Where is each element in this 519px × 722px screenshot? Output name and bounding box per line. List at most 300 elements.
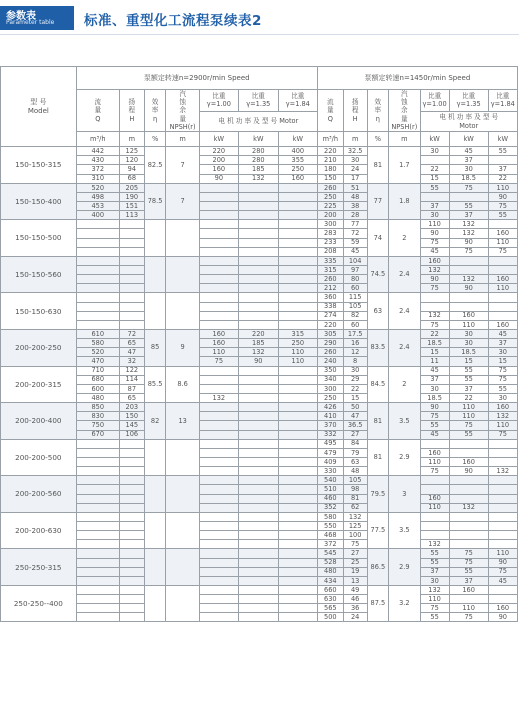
motor-kw-cell-b	[449, 512, 488, 521]
motor-kw-cell	[199, 512, 238, 521]
motor-kw-cell-b: 75	[420, 320, 449, 329]
head-cell-b: 46	[343, 595, 367, 604]
motor-kw-cell-b: 55	[488, 147, 517, 156]
motor-kw-cell-b	[449, 192, 488, 201]
head-cell-b: 45	[343, 247, 367, 256]
motor-kw-cell	[199, 457, 238, 466]
table-row	[1, 503, 518, 512]
table-row	[1, 183, 518, 192]
motor-kw-cell-b	[488, 494, 517, 503]
table-row	[1, 348, 518, 357]
motor-kw-cell	[278, 275, 317, 284]
motor-kw-cell-b: 55	[420, 613, 449, 622]
motor-kw-cell-b: 45	[488, 576, 517, 585]
head-cell	[119, 503, 144, 512]
motor-kw-cell	[199, 256, 238, 265]
motor-kw-cell-b: 55	[488, 211, 517, 220]
motor-kw-cell: 400	[278, 147, 317, 156]
motor-kw-cell	[199, 375, 238, 384]
table-row	[1, 384, 518, 393]
motor-kw-cell	[199, 293, 238, 302]
motor-kw-cell-b: 30	[420, 576, 449, 585]
head-cell-b: 105	[343, 476, 367, 485]
model-cell: 200-200-630	[1, 512, 77, 549]
motor-kw-cell	[278, 549, 317, 558]
motor-kw-cell-b: 45	[420, 430, 449, 439]
motor-kw-cell-b: 110	[449, 320, 488, 329]
motor-kw-cell	[278, 421, 317, 430]
head-cell-b: 60	[343, 284, 367, 293]
motor-kw-cell-b	[420, 302, 449, 311]
motor-kw-cell	[199, 567, 238, 576]
table-row	[1, 174, 518, 183]
motor-kw-cell	[238, 503, 278, 512]
flow-cell-b: 434	[317, 576, 343, 585]
motor-kw-cell-b: 18.5	[420, 339, 449, 348]
head-cell-b: 82	[343, 311, 367, 320]
model-cell: 250-250--400	[1, 585, 77, 622]
table-row	[1, 585, 518, 594]
motor-kw-cell: 160	[199, 329, 238, 338]
head-cell-b: 75	[343, 540, 367, 549]
npsh-cell	[166, 256, 200, 293]
flow-cell-b: 260	[317, 348, 343, 357]
head-cell	[119, 256, 144, 265]
head-cell-b: 63	[343, 457, 367, 466]
motor-kw-cell	[278, 412, 317, 421]
motor-kw-cell-b: 75	[488, 567, 517, 576]
motor-kw-cell	[199, 275, 238, 284]
motor-kw-cell-b: 132	[488, 412, 517, 421]
motor-kw-cell-b	[449, 266, 488, 275]
motor-kw-cell-b: 90	[449, 238, 488, 247]
head-cell	[119, 311, 144, 320]
head-cell-b: 16	[343, 339, 367, 348]
flow-cell-b: 220	[317, 320, 343, 329]
motor-kw-cell-b: 75	[449, 549, 488, 558]
motor-kw-cell: 110	[199, 348, 238, 357]
flow-cell-b: 479	[317, 448, 343, 457]
motor-kw-cell-b: 90	[420, 403, 449, 412]
motor-kw-cell	[278, 430, 317, 439]
head-cell-b: 24	[343, 613, 367, 622]
motor-kw-cell	[278, 302, 317, 311]
motor-kw-cell-b	[488, 439, 517, 448]
model-cell: 200-200-400	[1, 403, 77, 440]
motor-kw-cell	[199, 211, 238, 220]
flow-cell-b: 260	[317, 183, 343, 192]
table-row	[1, 476, 518, 485]
motor-kw-cell-b: 110	[420, 457, 449, 466]
head-cell-b: 47	[343, 412, 367, 421]
motor-kw-cell-b: 160	[488, 403, 517, 412]
table-row	[1, 375, 518, 384]
motor-kw-cell-b	[449, 476, 488, 485]
motor-kw-cell-b: 55	[449, 202, 488, 211]
motor-kw-cell-b: 18.5	[420, 393, 449, 402]
motor-kw-cell-b: 90	[420, 229, 449, 238]
head-cell	[119, 521, 144, 530]
motor-kw-cell-b: 37	[449, 156, 488, 165]
pump-parameter-table	[0, 66, 518, 622]
motor-kw-cell	[278, 238, 317, 247]
flow-cell-b: 335	[317, 256, 343, 265]
motor-kw-cell-b: 132	[420, 266, 449, 275]
motor-kw-cell	[278, 211, 317, 220]
motor-kw-cell	[278, 567, 317, 576]
efficiency-cell-b: 83.5	[367, 329, 389, 366]
unit-npsh: m	[166, 132, 200, 147]
motor-kw-cell	[238, 595, 278, 604]
head-cell: 32	[119, 357, 144, 366]
motor-kw-cell-b: 160	[449, 311, 488, 320]
head-cell-b: 84	[343, 439, 367, 448]
motor-kw-cell	[199, 595, 238, 604]
head-cell	[119, 613, 144, 622]
motor-kw-cell-b: 90	[488, 192, 517, 201]
table-row	[1, 485, 518, 494]
head-cell	[119, 293, 144, 302]
flow-cell-b: 426	[317, 403, 343, 412]
head-cell: 47	[119, 348, 144, 357]
head-cell: 65	[119, 339, 144, 348]
motor-kw-cell	[238, 384, 278, 393]
motor-kw-cell	[278, 229, 317, 238]
motor-kw-cell	[199, 494, 238, 503]
motor-kw-cell-b: 30	[449, 165, 488, 174]
motor-kw-cell	[238, 256, 278, 265]
head-cell-b: 62	[343, 503, 367, 512]
motor-kw-cell-b: 110	[488, 421, 517, 430]
flow-cell-b: 372	[317, 540, 343, 549]
motor-kw-cell-b	[488, 485, 517, 494]
head-cell-b: 17.5	[343, 329, 367, 338]
motor-kw-cell	[238, 540, 278, 549]
flow-cell-b: 225	[317, 202, 343, 211]
motor-kw-cell-b: 110	[488, 549, 517, 558]
flow-cell-b: 350	[317, 366, 343, 375]
npsh-cell: 7	[166, 183, 200, 220]
motor-kw-cell-b: 22	[420, 329, 449, 338]
flow-cell: 850	[76, 403, 119, 412]
motor-kw-cell: 250	[278, 165, 317, 174]
flow-cell	[76, 540, 119, 549]
motor-kw-cell	[199, 384, 238, 393]
head-cell-b: 59	[343, 238, 367, 247]
motor-kw-cell-b: 30	[420, 384, 449, 393]
flow-cell	[76, 302, 119, 311]
motor-kw-cell	[238, 467, 278, 476]
flow-header: 流 量 Q	[76, 90, 119, 132]
head-header: 扬 程 H	[119, 90, 144, 132]
motor-kw-cell: 315	[278, 329, 317, 338]
motor-kw-cell-b: 110	[449, 403, 488, 412]
motor-kw-cell-b: 160	[420, 256, 449, 265]
flow-cell-b: 545	[317, 549, 343, 558]
motor-kw-cell	[199, 585, 238, 594]
motor-kw-cell-b	[449, 293, 488, 302]
motor-kw-cell-b: 75	[488, 202, 517, 211]
motor-kw-cell	[238, 293, 278, 302]
motor-kw-cell: 90	[238, 357, 278, 366]
motor-kw-cell	[238, 238, 278, 247]
flow-cell	[76, 266, 119, 275]
head-cell	[119, 576, 144, 585]
motor-kw-cell	[199, 266, 238, 275]
flow-cell	[76, 439, 119, 448]
motor-kw-cell-b	[420, 192, 449, 201]
npsh-cell-b: 2.9	[389, 439, 420, 476]
motor-kw-cell	[199, 430, 238, 439]
motor-kw-cell	[278, 403, 317, 412]
motor-kw-cell-b	[488, 156, 517, 165]
head-cell-b: 81	[343, 494, 367, 503]
motor-kw-cell	[278, 202, 317, 211]
npsh-cell-b: 2.9	[389, 549, 420, 586]
motor-kw-cell	[238, 531, 278, 540]
motor-header: 电 机 功 率 及 型 号 Motor	[199, 111, 317, 131]
motor-kw-cell-b: 55	[449, 430, 488, 439]
model-cell: 200-200-315	[1, 366, 77, 403]
motor-kw-cell	[199, 540, 238, 549]
flow-cell-b: 500	[317, 613, 343, 622]
motor-kw-cell	[238, 192, 278, 201]
motor-kw-cell-b: 55	[420, 421, 449, 430]
motor-kw-cell	[238, 412, 278, 421]
flow-cell	[76, 604, 119, 613]
flow-cell-b: 540	[317, 476, 343, 485]
motor-kw-cell	[238, 393, 278, 402]
motor-kw-cell-b: 37	[488, 165, 517, 174]
npsh-cell: 13	[166, 403, 200, 440]
npsh-cell-b: 2	[389, 220, 420, 257]
motor-kw-cell-b	[449, 439, 488, 448]
motor-kw-cell	[199, 403, 238, 412]
head-cell-b: 30	[343, 156, 367, 165]
flow-cell: 372	[76, 165, 119, 174]
flow-cell: 453	[76, 202, 119, 211]
motor-kw-cell	[278, 457, 317, 466]
table-row	[1, 558, 518, 567]
motor-kw-cell	[199, 192, 238, 201]
motor-kw-cell-b: 75	[449, 613, 488, 622]
motor-kw-cell	[278, 366, 317, 375]
motor-kw-cell-b: 37	[449, 384, 488, 393]
motor-kw-cell-b: 22	[420, 165, 449, 174]
head-cell-b: 28	[343, 211, 367, 220]
motor-kw-cell	[238, 284, 278, 293]
motor-kw-cell-b	[488, 540, 517, 549]
motor-kw-cell-b: 75	[488, 375, 517, 384]
table-row	[1, 448, 518, 457]
head-cell-b: 30	[343, 366, 367, 375]
head-cell	[119, 284, 144, 293]
head-cell: 190	[119, 192, 144, 201]
flow-cell-b: 338	[317, 302, 343, 311]
motor-kw-cell-b: 37	[420, 375, 449, 384]
motor-kw-cell	[238, 457, 278, 466]
motor-kw-cell-b: 30	[449, 339, 488, 348]
npsh-cell-b: 2	[389, 366, 420, 403]
motor-kw-cell	[278, 266, 317, 275]
motor-kw-cell-b: 37	[488, 339, 517, 348]
head-cell: 68	[119, 174, 144, 183]
model-cell: 150-150-500	[1, 220, 77, 257]
motor-kw-cell	[238, 613, 278, 622]
flow-cell-b: 250	[317, 192, 343, 201]
flow-cell	[76, 256, 119, 265]
page-header	[0, 0, 519, 40]
motor-kw-cell-b	[488, 302, 517, 311]
flow-cell	[76, 311, 119, 320]
motor-kw-cell-b: 110	[488, 284, 517, 293]
motor-kw-cell: 280	[238, 156, 278, 165]
head-cell-b: 51	[343, 183, 367, 192]
motor-kw-cell	[238, 558, 278, 567]
npsh-header-b: 汽 蚀 余 量 NPSH(r)	[389, 90, 420, 132]
motor-kw-cell	[199, 485, 238, 494]
motor-kw-cell-b: 75	[488, 247, 517, 256]
head-cell: 150	[119, 412, 144, 421]
flow-cell	[76, 503, 119, 512]
motor-kw-cell-b: 75	[420, 412, 449, 421]
motor-kw-cell-b: 55	[420, 558, 449, 567]
motor-kw-cell-b: 37	[449, 576, 488, 585]
motor-kw-cell-b	[488, 503, 517, 512]
motor-kw-cell	[278, 439, 317, 448]
motor-kw-cell	[199, 202, 238, 211]
motor-kw-cell-b	[420, 512, 449, 521]
efficiency-header-b: 效 率 η	[367, 90, 389, 132]
motor-kw-cell-b: 132	[420, 540, 449, 549]
npsh-header: 汽 蚀 余 量 NPSH(r)	[166, 90, 200, 132]
motor-kw-cell-b: 37	[420, 202, 449, 211]
motor-kw-cell-b: 110	[488, 238, 517, 247]
npsh-cell	[166, 439, 200, 476]
unit-kw-b: kW	[488, 132, 517, 147]
motor-kw-cell-b	[420, 531, 449, 540]
flow-cell	[76, 613, 119, 622]
motor-kw-cell-b	[488, 512, 517, 521]
flow-cell: 498	[76, 192, 119, 201]
motor-kw-cell-b: 110	[488, 183, 517, 192]
flow-cell: 310	[76, 174, 119, 183]
motor-kw-cell	[199, 238, 238, 247]
motor-kw-cell	[278, 284, 317, 293]
head-cell-b: 36.5	[343, 421, 367, 430]
head-cell	[119, 266, 144, 275]
motor-kw-cell-b	[488, 457, 517, 466]
motor-kw-cell: 250	[278, 339, 317, 348]
motor-kw-cell-b	[488, 585, 517, 594]
motor-kw-cell-b: 110	[420, 220, 449, 229]
head-cell	[119, 320, 144, 329]
sg-184-header-b: 比重 γ=1.84	[488, 90, 517, 112]
efficiency-cell: 82.5	[144, 147, 166, 184]
motor-kw-cell	[278, 448, 317, 457]
flow-cell: 400	[76, 211, 119, 220]
motor-kw-cell	[278, 558, 317, 567]
table-row	[1, 595, 518, 604]
section-tag	[0, 6, 74, 30]
motor-kw-cell-b: 110	[420, 503, 449, 512]
motor-kw-cell-b	[420, 156, 449, 165]
motor-kw-cell	[278, 613, 317, 622]
head-cell: 114	[119, 375, 144, 384]
motor-kw-cell-b	[449, 448, 488, 457]
efficiency-cell-b: 74	[367, 220, 389, 257]
motor-kw-cell	[278, 604, 317, 613]
motor-kw-cell: 75	[199, 357, 238, 366]
head-cell	[119, 494, 144, 503]
motor-kw-cell-b: 55	[488, 384, 517, 393]
motor-kw-cell-b	[420, 521, 449, 530]
motor-kw-cell	[278, 256, 317, 265]
motor-kw-cell-b: 15	[449, 357, 488, 366]
head-cell-b: 12	[343, 348, 367, 357]
flow-cell-b: 630	[317, 595, 343, 604]
head-cell: 87	[119, 384, 144, 393]
head-cell	[119, 302, 144, 311]
table-row	[1, 156, 518, 165]
head-cell	[119, 467, 144, 476]
motor-kw-cell	[238, 567, 278, 576]
motor-kw-cell	[238, 476, 278, 485]
head-cell: 120	[119, 156, 144, 165]
head-cell-b: 27	[343, 549, 367, 558]
section-tag-en: Parameter table	[6, 19, 55, 26]
motor-kw-cell-b	[488, 266, 517, 275]
head-cell: 151	[119, 202, 144, 211]
efficiency-cell	[144, 512, 166, 549]
table-row	[1, 247, 518, 256]
unit-npsh-b: m	[389, 132, 420, 147]
motor-kw-cell-b	[488, 531, 517, 540]
head-cell-b: 27	[343, 430, 367, 439]
motor-kw-cell: 110	[278, 357, 317, 366]
flow-cell-b: 240	[317, 357, 343, 366]
head-cell-b: 132	[343, 512, 367, 521]
motor-kw-cell-b	[488, 220, 517, 229]
motor-kw-cell	[199, 366, 238, 375]
motor-kw-cell: 220	[238, 329, 278, 338]
motor-kw-cell	[278, 311, 317, 320]
model-cell: 150-150-315	[1, 147, 77, 184]
motor-kw-cell-b: 45	[449, 147, 488, 156]
motor-kw-cell	[199, 421, 238, 430]
unit-kw: kW	[199, 132, 238, 147]
motor-kw-cell	[199, 576, 238, 585]
motor-kw-cell	[278, 220, 317, 229]
flow-cell-b: 340	[317, 375, 343, 384]
table-row	[1, 567, 518, 576]
motor-kw-cell-b: 110	[420, 595, 449, 604]
speed-1450-header: 泵额定转速n=1450r/min Speed	[317, 67, 517, 90]
motor-kw-cell	[238, 302, 278, 311]
motor-kw-cell	[278, 384, 317, 393]
flow-cell-b: 210	[317, 156, 343, 165]
motor-kw-cell-b: 15	[420, 348, 449, 357]
table-row	[1, 320, 518, 329]
flow-cell: 442	[76, 147, 119, 156]
motor-kw-cell-b: 45	[420, 247, 449, 256]
sg-1-header-b: 比重 γ=1.00	[420, 90, 449, 112]
motor-kw-cell-b: 75	[449, 183, 488, 192]
head-cell	[119, 531, 144, 540]
speed-2900-header: 泵额定转速n=2900r/min Speed	[76, 67, 317, 90]
motor-kw-cell-b: 55	[449, 375, 488, 384]
table-row	[1, 604, 518, 613]
